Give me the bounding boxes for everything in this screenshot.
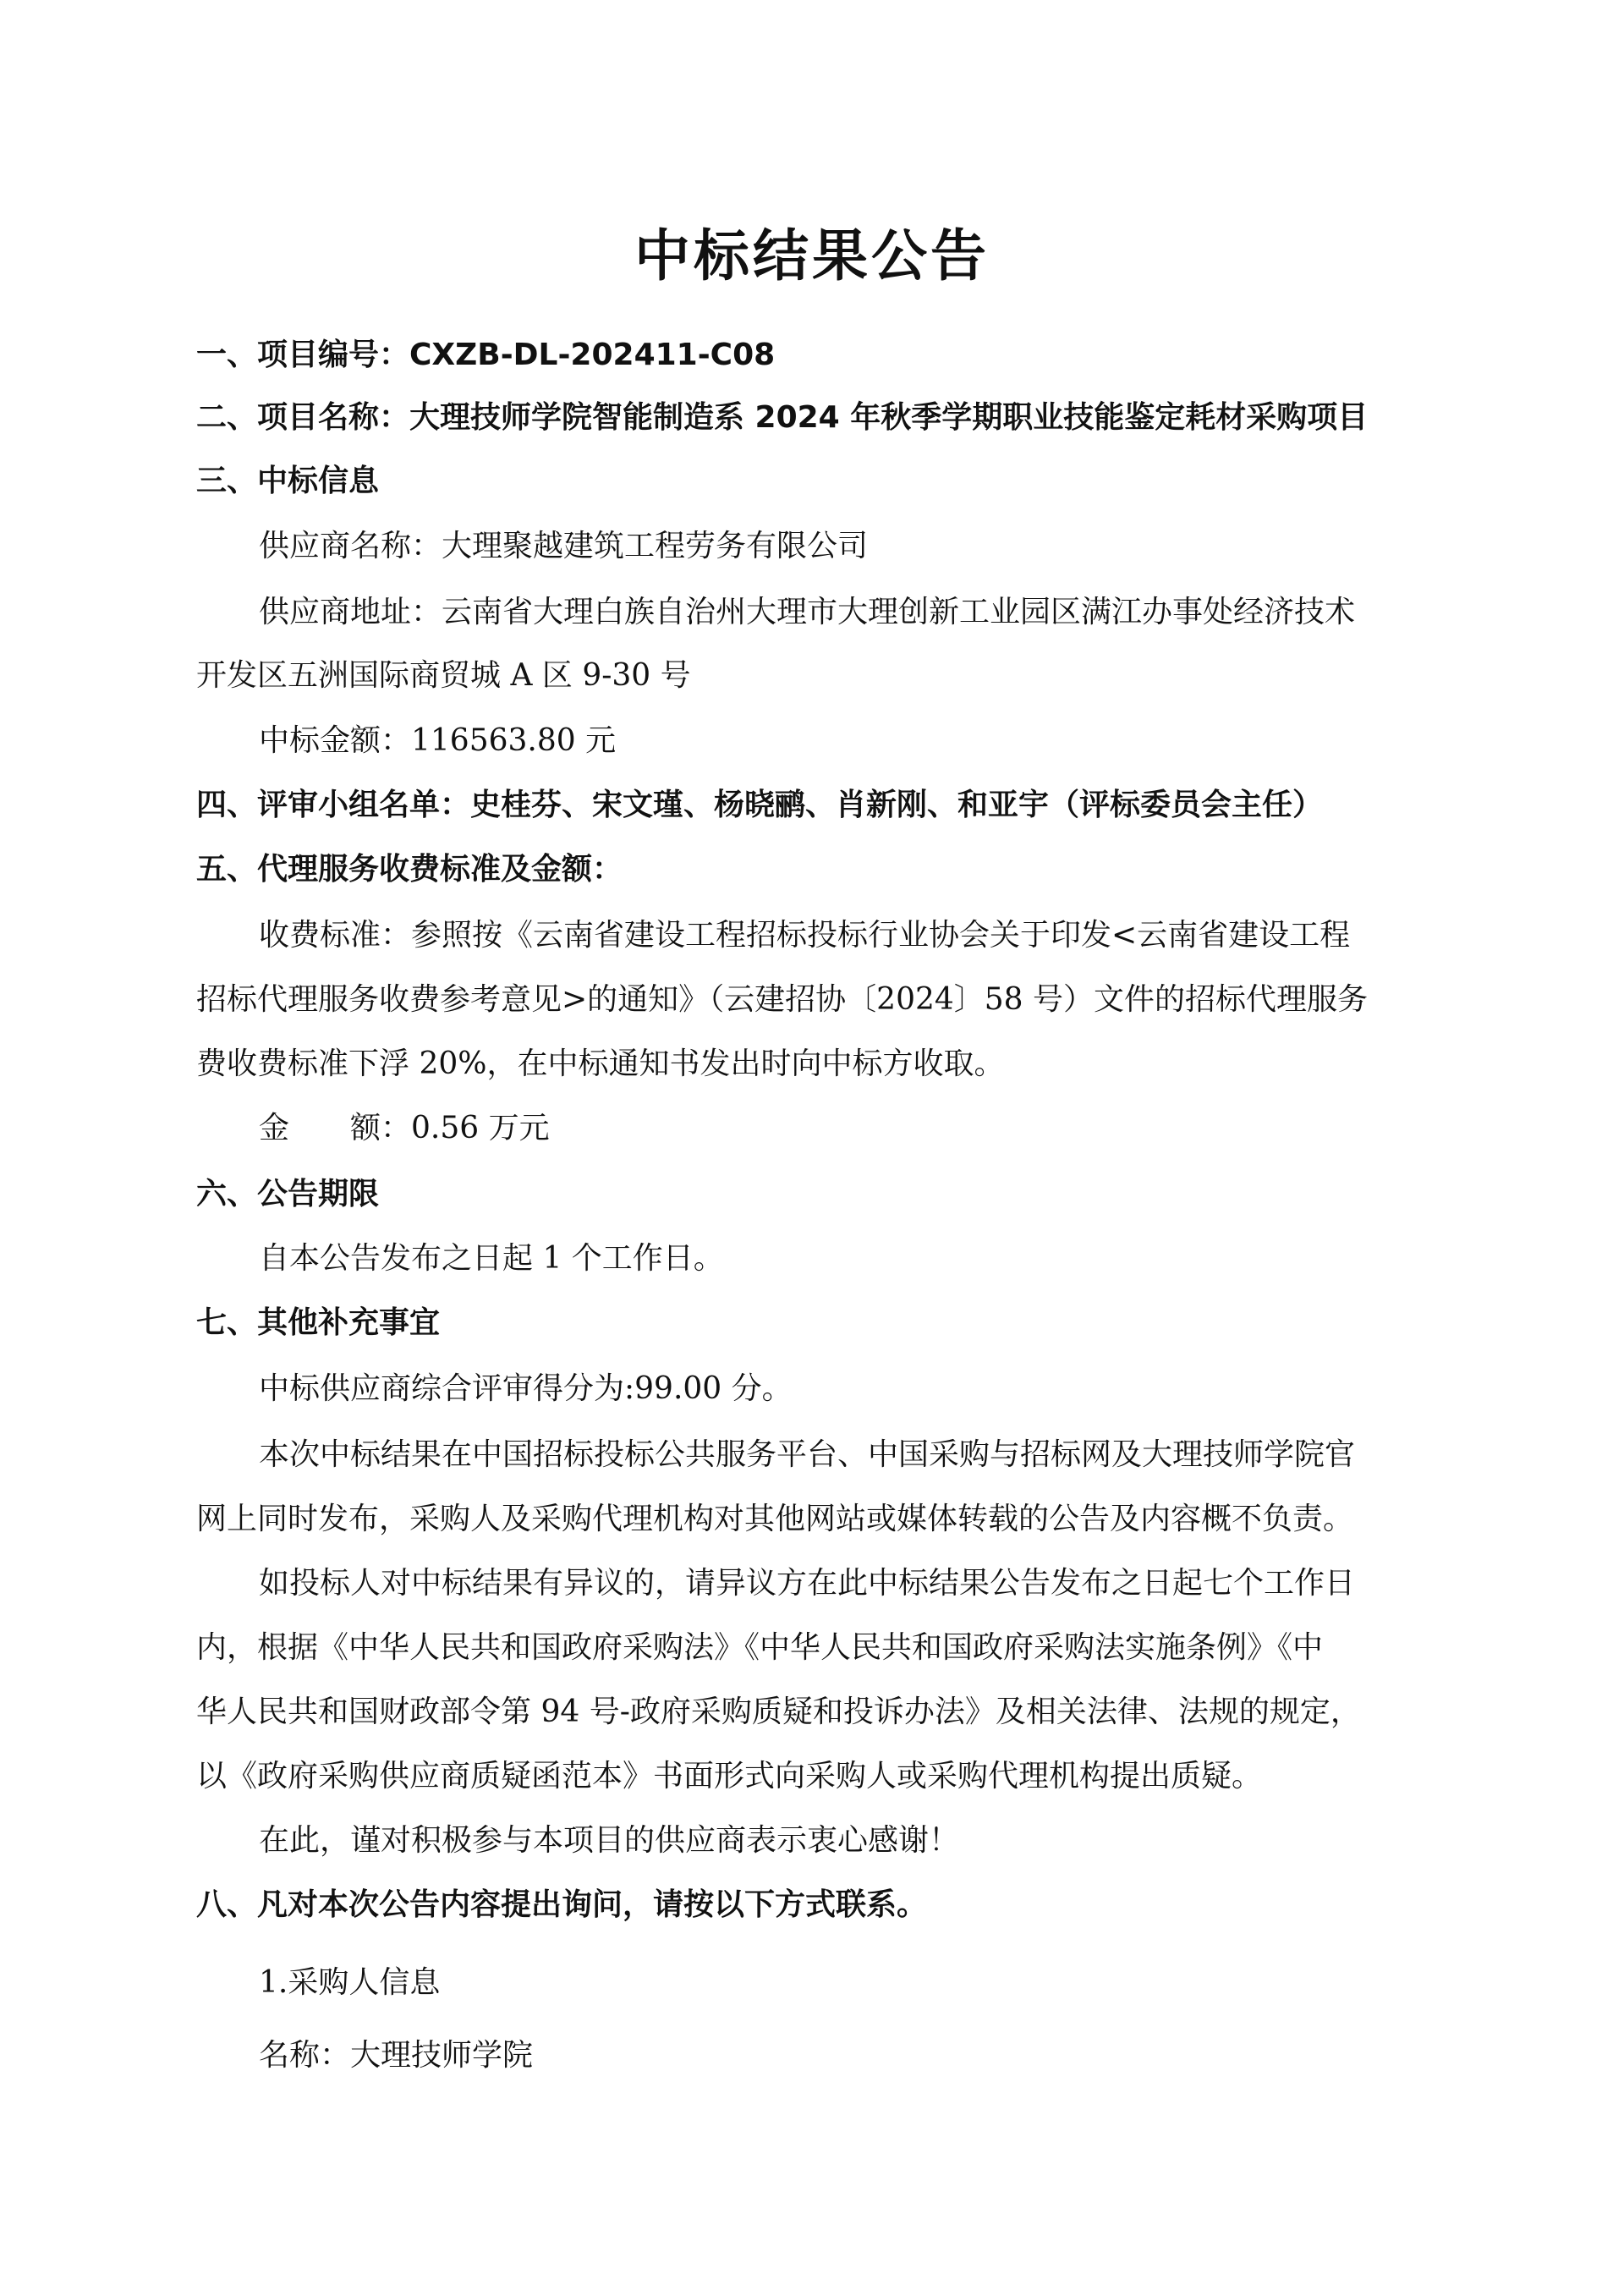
bid-amount: 中标金额：116563.80 元 bbox=[259, 723, 617, 758]
section-winning-info: 三、中标信息 bbox=[196, 464, 380, 498]
section-review-panel: 四、评审小组名单：史桂芬、宋文瑾、杨晓鹂、肖新刚、和亚宇（评标委员会主任） bbox=[196, 788, 1324, 822]
objection-line-1: 如投标人对中标结果有异议的，请异议方在此中标结果公告发布之日起七个工作日 bbox=[259, 1566, 1356, 1601]
section-agency-fee: 五、代理服务收费标准及金额： bbox=[196, 852, 623, 887]
purchaser-name: 名称：大理技师学院 bbox=[259, 2038, 534, 2073]
section-project-number: 一、项目编号：CXZB-DL-202411-C08 bbox=[196, 338, 776, 372]
supplier-address-line-1: 供应商地址：云南省大理白族自治州大理市大理创新工业园区满江办事处经济技术 bbox=[259, 595, 1356, 629]
fee-standard-line-2: 招标代理服务收费参考意见>的通知》（云建招协〔2024〕58 号）文件的招标代理服务 bbox=[196, 982, 1369, 1017]
purchaser-info-heading: 1.采购人信息 bbox=[259, 1965, 441, 2000]
section-other-matters: 七、其他补充事宜 bbox=[196, 1305, 441, 1340]
evaluation-score: 中标供应商综合评审得分为:99.00 分。 bbox=[259, 1371, 793, 1406]
notice-period-text: 自本公告发布之日起 1 个工作日。 bbox=[259, 1241, 724, 1276]
section-contact: 八、凡对本次公告内容提出询问，请按以下方式联系。 bbox=[196, 1887, 928, 1922]
thanks-text: 在此，谨对积极参与本项目的供应商表示衷心感谢！ bbox=[259, 1823, 960, 1858]
publication-line-1: 本次中标结果在中国招标投标公共服务平台、中国采购与招标网及大理技师学院官 bbox=[259, 1437, 1356, 1472]
supplier-address-line-2: 开发区五洲国际商贸城 A 区 9-30 号 bbox=[196, 658, 691, 693]
fee-standard-line-1: 收费标准：参照按《云南省建设工程招标投标行业协会关于印发<云南省建设工程 bbox=[259, 918, 1351, 953]
fee-amount: 金 额：0.56 万元 bbox=[259, 1111, 550, 1145]
section-notice-period: 六、公告期限 bbox=[196, 1177, 380, 1211]
objection-line-4: 以《政府采购供应商质疑函范本》书面形式向采购人或采购代理机构提出质疑。 bbox=[196, 1759, 1263, 1793]
objection-line-3: 华人民共和国财政部令第 94 号-政府采购质疑和投诉办法》及相关法律、法规的规定， bbox=[196, 1695, 1361, 1729]
objection-line-2: 内，根据《中华人民共和国政府采购法》《中华人民共和国政府采购法实施条例》《中 bbox=[196, 1630, 1324, 1665]
publication-line-2: 网上同时发布，采购人及采购代理机构对其他网站或媒体转载的公告及内容概不负责。 bbox=[196, 1502, 1354, 1536]
supplier-name: 供应商名称：大理聚越建筑工程劳务有限公司 bbox=[259, 529, 869, 563]
fee-standard-line-3: 费收费标准下浮 20%，在中标通知书发出时向中标方收取。 bbox=[196, 1046, 1005, 1081]
page-title: 中标结果公告 bbox=[634, 223, 990, 288]
section-project-name: 二、项目名称：大理技师学院智能制造系 2024 年秋季学期职业技能鉴定耗材采购项目 bbox=[196, 400, 1369, 435]
